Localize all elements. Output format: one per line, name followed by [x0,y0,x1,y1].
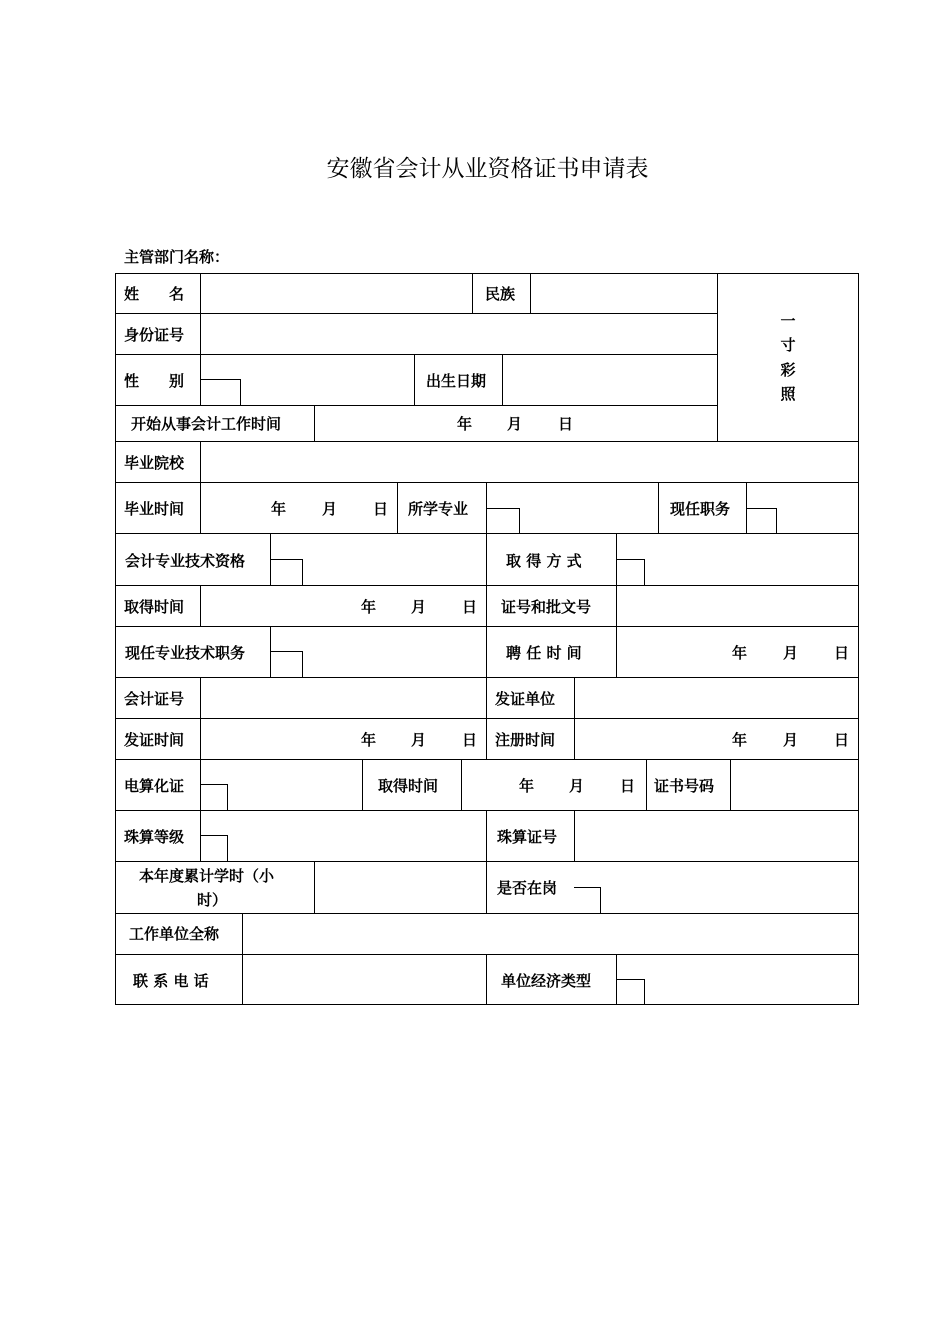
graduate-school-label: 毕业院校 [124,454,185,472]
application-form [115,273,859,1005]
date-month: 月 [569,777,585,795]
date-day: 日 [834,644,850,662]
major-checkbox[interactable] [486,508,520,533]
cell-line [574,677,575,759]
cell-line [314,861,315,913]
cell-line [616,626,617,677]
photo-box-left-line [717,273,718,441]
cell-line [658,482,659,533]
row-line [115,533,859,534]
photo-placeholder-char: 照 [780,385,796,403]
cell-line [486,626,487,677]
row-line [115,810,859,811]
form-border-left [115,273,116,1005]
date-month: 月 [411,731,427,749]
date-day: 日 [462,731,478,749]
registration-time-label: 注册时间 [495,731,556,749]
date-year: 年 [457,415,473,433]
cell-line [486,677,487,759]
accounting-cert-no-label: 会计证号 [124,690,185,708]
computerized-cert-checkbox[interactable] [200,784,228,810]
row-line [115,441,859,442]
form-border-right [858,273,859,1005]
cell-line [486,861,487,913]
abacus-cert-no-label: 珠算证号 [497,828,558,846]
row-line [115,913,859,914]
cell-line [646,759,647,810]
start-work-time-label: 开始从事会计工作时间 [131,415,282,433]
date-day: 日 [558,415,574,433]
graduate-time-label: 毕业时间 [124,500,185,518]
cell-line [486,810,487,861]
cell-line [486,533,487,585]
cell-line [486,954,487,1004]
cert-number-label: 证书号码 [654,777,715,795]
employment-time-label: 聘 任 时 间 [506,644,582,662]
current-tech-title-label: 现任专业技术职务 [125,644,246,662]
row-line [115,405,717,406]
major-label: 所学专业 [408,500,469,518]
employer-full-name-label: 工作单位全称 [129,925,220,943]
current-position-checkbox[interactable] [746,508,777,533]
on-duty-checkbox[interactable] [574,887,601,913]
row-line [115,861,859,862]
form-border-top [115,273,859,274]
abacus-level-label: 珠算等级 [124,828,185,846]
date-year: 年 [732,644,748,662]
study-hours-label-line1: 本年度累计学时（小 [139,867,275,885]
unit-economic-type-checkbox[interactable] [616,979,645,1004]
row-line [115,677,859,678]
row-line [115,354,717,355]
date-month: 月 [507,415,523,433]
obtain-method-label: 取 得 方 式 [506,552,582,570]
cell-line [200,482,201,533]
cell-line [200,585,201,626]
date-month: 月 [783,731,799,749]
cell-line [200,677,201,759]
date-month: 月 [783,644,799,662]
obtain-time-2-label: 取得时间 [378,777,439,795]
unit-economic-type-label: 单位经济类型 [501,972,592,990]
tech-qualification-checkbox[interactable] [270,559,303,585]
page-title: 安徽省会计从业资格证书申请表 [326,156,649,182]
current-position-label: 现任职务 [670,500,731,518]
cell-line [314,405,315,441]
gender-label: 性 别 [124,372,185,390]
date-year: 年 [519,777,535,795]
cell-line [242,913,243,954]
cell-line [242,954,243,1004]
abacus-level-checkbox[interactable] [200,835,228,861]
cell-line [472,273,473,313]
cell-line [530,273,531,313]
form-border-bottom [115,1004,859,1005]
cell-line [414,354,415,405]
current-tech-title-checkbox[interactable] [270,651,303,677]
issuing-unit-label: 发证单位 [495,690,556,708]
date-month: 月 [322,500,338,518]
photo-placeholder-char: 寸 [780,336,796,354]
date-day: 日 [620,777,636,795]
photo-placeholder-char: 彩 [780,361,796,379]
cell-line [397,482,398,533]
row-line [115,954,859,955]
computerized-cert-label: 电算化证 [124,777,185,795]
cell-line [502,354,503,405]
date-day: 日 [373,500,389,518]
id-number-label: 身份证号 [124,326,185,344]
row-line [115,482,859,483]
date-year: 年 [271,500,287,518]
row-line [115,759,859,760]
study-hours-label-line2: 时） [197,891,228,909]
name-label: 姓 名 [124,285,185,303]
row-line [115,585,859,586]
tech-qualification-label: 会计专业技术资格 [125,552,246,570]
ethnicity-label: 民族 [485,285,516,303]
cell-line [486,585,487,626]
cell-line [362,759,363,810]
photo-placeholder-char: 一 [780,312,796,330]
cell-line [461,759,462,810]
date-month: 月 [411,598,427,616]
date-year: 年 [732,731,748,749]
issue-time-label: 发证时间 [124,731,185,749]
cell-line [200,441,201,482]
date-year: 年 [361,731,377,749]
cell-line [574,810,575,861]
row-line [115,626,859,627]
cert-and-approval-no-label: 证号和批文号 [501,598,592,616]
on-duty-label: 是否在岗 [497,879,558,897]
obtain-time-label: 取得时间 [124,598,185,616]
date-day: 日 [462,598,478,616]
birth-date-label: 出生日期 [426,372,487,390]
row-line [115,313,717,314]
cell-line [616,585,617,626]
obtain-method-checkbox[interactable] [616,559,645,585]
row-line [115,718,859,719]
cell-line [730,759,731,810]
date-day: 日 [834,731,850,749]
contact-phone-label: 联 系 电 话 [133,972,209,990]
date-year: 年 [361,598,377,616]
gender-checkbox[interactable] [200,379,241,405]
department-label: 主管部门名称： [124,248,230,266]
